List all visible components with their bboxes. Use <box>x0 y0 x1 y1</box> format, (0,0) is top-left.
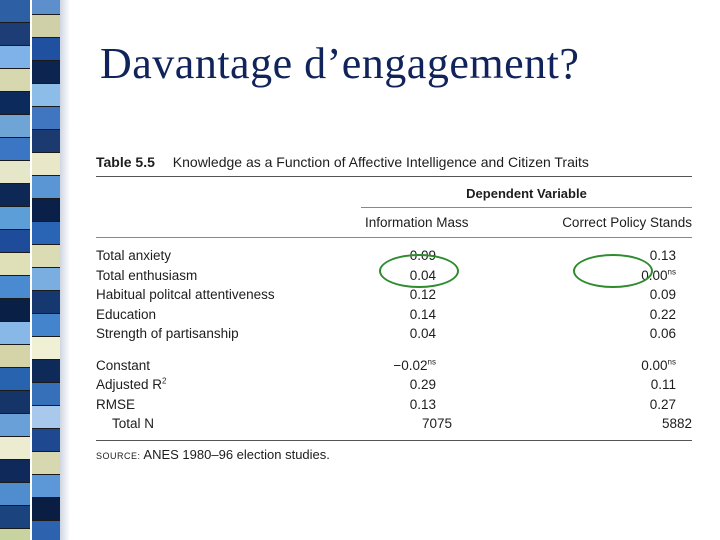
policy-stands-value: 0.22 <box>649 306 676 322</box>
table-row <box>96 375 692 395</box>
strip-square <box>0 92 30 115</box>
source-text: ANES 1980–96 election studies. <box>143 446 330 462</box>
strip-square <box>32 176 62 199</box>
strip-square <box>0 506 30 529</box>
strip-square <box>0 69 30 92</box>
policy-stands-value: 0.06 <box>649 326 676 342</box>
strip-square <box>0 529 30 540</box>
row-label: RMSE <box>96 396 136 412</box>
strip-square <box>32 383 62 406</box>
table-row <box>96 414 692 434</box>
column-header-information-mass: Information Mass <box>365 215 469 230</box>
strip-square <box>0 0 30 23</box>
strip-square <box>32 130 62 153</box>
strip-square <box>32 337 62 360</box>
strip-column-right <box>32 0 62 540</box>
strip-square <box>0 368 30 391</box>
strip-square <box>32 38 62 61</box>
slide-title: Davantage d’engagement? <box>100 39 580 88</box>
strip-square <box>32 84 62 107</box>
strip-square <box>0 161 30 184</box>
strip-square <box>0 184 30 207</box>
strip-square <box>32 245 62 268</box>
table-row <box>96 324 692 344</box>
strip-square <box>0 299 30 322</box>
strip-square <box>0 345 30 368</box>
information-mass-value: 0.29 <box>409 377 436 393</box>
strip-square <box>0 253 30 276</box>
table-row <box>96 285 692 305</box>
strip-column-left <box>0 0 30 540</box>
table-row <box>96 395 692 415</box>
strip-square <box>32 222 62 245</box>
strip-square <box>0 460 30 483</box>
row-label: Total enthusiasm <box>96 267 198 283</box>
strip-square <box>32 268 62 291</box>
strip-square <box>32 498 62 521</box>
table-caption-text: Knowledge as a Function of Affective Intelligence and Citizen Traits <box>172 154 589 170</box>
row-label: Education <box>96 306 157 322</box>
strip-square <box>32 360 62 383</box>
column-headers <box>361 208 692 237</box>
results-table <box>96 154 692 462</box>
strip-square <box>32 429 62 452</box>
highlight-oval-policy-stands <box>573 254 653 288</box>
policy-stands-value: 0.09 <box>649 287 676 303</box>
strip-square <box>32 314 62 337</box>
strip-square <box>0 437 30 460</box>
strip-square <box>32 0 62 15</box>
strip-square <box>32 291 62 314</box>
row-label: Total N <box>112 416 155 432</box>
strip-square <box>0 23 30 46</box>
table-caption <box>96 154 692 176</box>
information-mass-value: 7075 <box>421 416 452 432</box>
information-mass-value: 0.12 <box>409 287 436 303</box>
column-header-correct-policy-stands: Correct Policy Stands <box>562 215 692 230</box>
information-mass-value: 0.09 <box>409 248 436 264</box>
information-mass-value: 0.13 <box>409 396 436 412</box>
information-mass-value: 0.04 <box>409 326 436 342</box>
policy-stands-value: 0.27 <box>649 396 676 412</box>
strip-square <box>32 199 62 222</box>
row-label: Strength of partisanship <box>96 326 239 342</box>
strip-square <box>0 138 30 161</box>
strip-square <box>32 61 62 84</box>
policy-stands-value: $0.00^{ns}$ <box>641 357 676 373</box>
table-row <box>96 305 692 325</box>
row-label: Total anxiety <box>96 248 172 264</box>
strip-shadow <box>60 0 70 540</box>
strip-square <box>32 107 62 130</box>
policy-stands-value: 5882 <box>661 416 692 432</box>
row-label: Constant <box>96 357 151 373</box>
strip-square <box>0 207 30 230</box>
table-row <box>96 356 692 376</box>
information-mass-value: 0.04 <box>409 267 436 283</box>
decorative-strip <box>0 0 76 540</box>
strip-square <box>0 391 30 414</box>
highlight-oval-information-mass <box>379 254 459 288</box>
table-number: Table 5.5 <box>96 154 155 170</box>
information-mass-value: 0.14 <box>409 306 436 322</box>
strip-square <box>32 406 62 429</box>
policy-stands-value: 0.11 <box>650 377 676 393</box>
policy-stands-value: 0.13 <box>649 248 676 264</box>
strip-square <box>32 153 62 176</box>
policy-stands-value: $0.00^{ns}$ <box>641 267 676 283</box>
row-label: Habitual politcal attentiveness <box>96 287 275 303</box>
table-source <box>96 441 692 462</box>
strip-square <box>0 276 30 299</box>
dependent-variable-header: Dependent Variable <box>466 186 587 201</box>
model-stats-rows <box>96 356 692 434</box>
row-label: Adjusted $R^2$ <box>96 376 167 393</box>
strip-square <box>32 15 62 38</box>
strip-square <box>0 46 30 69</box>
strip-square <box>32 452 62 475</box>
strip-square <box>0 483 30 506</box>
strip-square <box>0 115 30 138</box>
strip-square <box>32 521 62 540</box>
strip-square <box>32 475 62 498</box>
strip-square <box>0 414 30 437</box>
source-label: SOURCE: <box>96 450 141 461</box>
strip-square <box>0 230 30 253</box>
strip-square <box>0 322 30 345</box>
information-mass-value: $-0.02^{ns}$ <box>393 357 436 373</box>
